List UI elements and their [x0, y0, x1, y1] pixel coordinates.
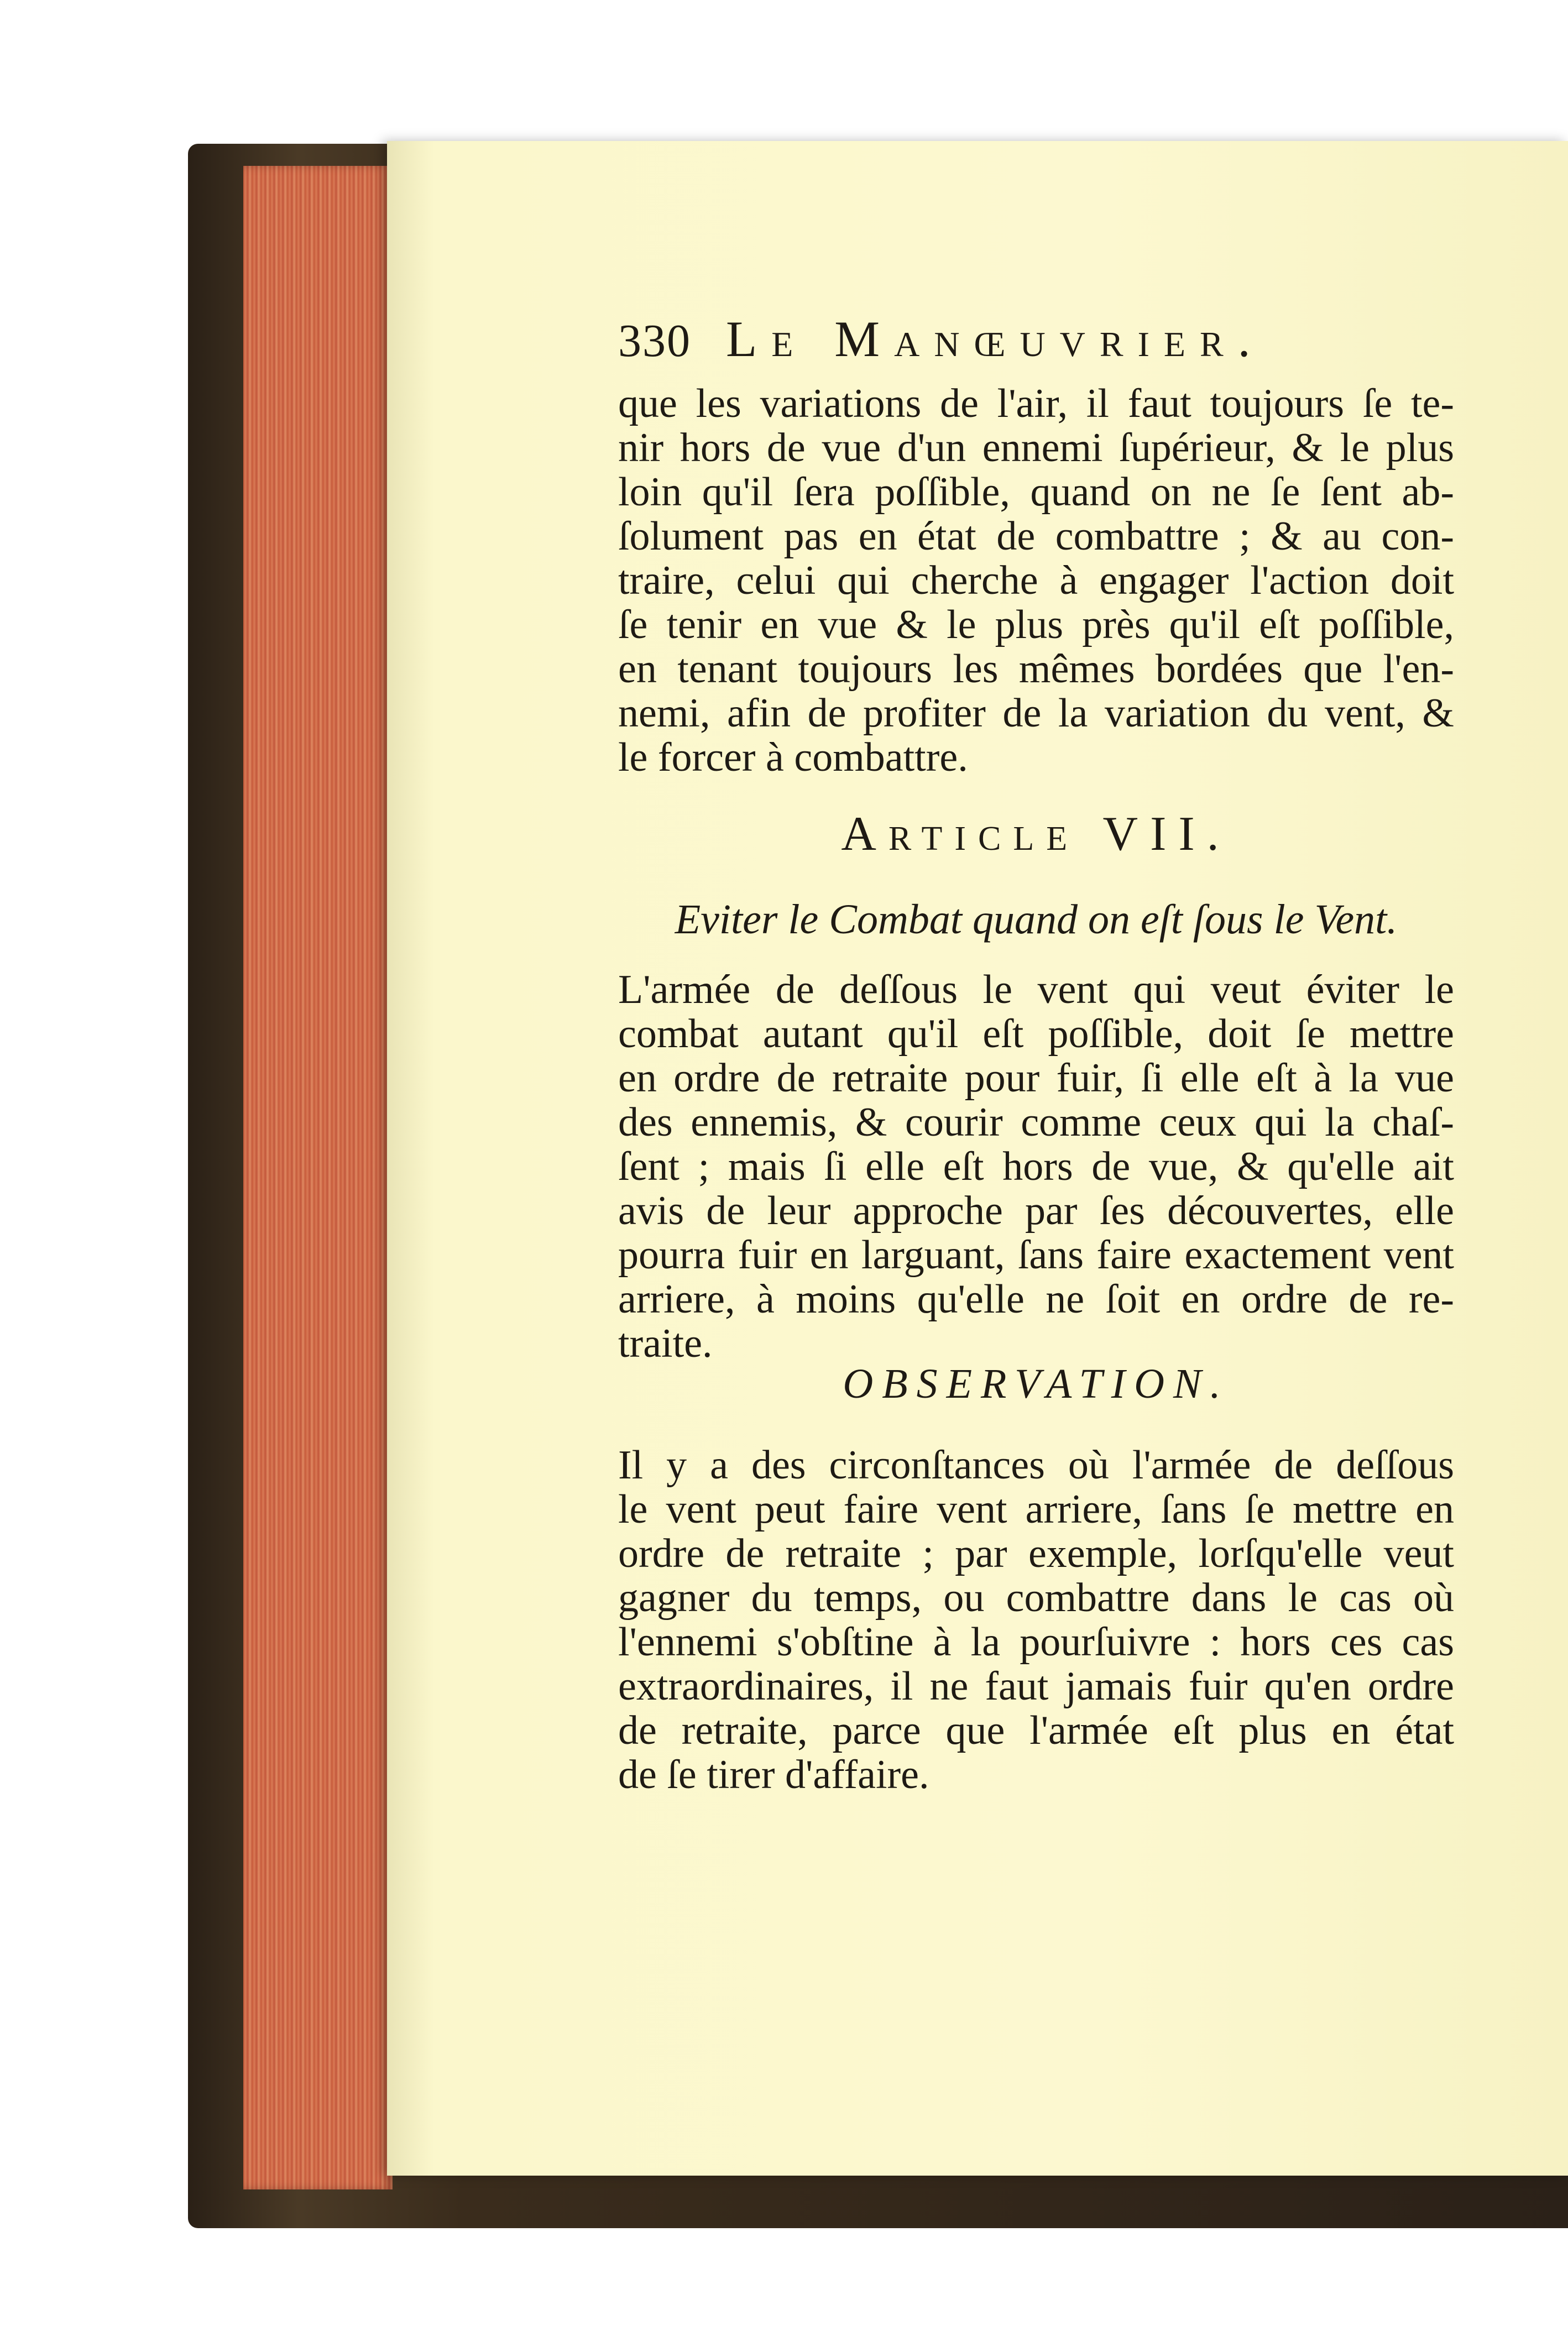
text-line: combat autant qu'il eſt poſſible, doit ſe mettre	[618, 1011, 1454, 1057]
text-line: pourra fuir en larguant, ſans faire exactement vent	[618, 1232, 1454, 1278]
text-line: ſe tenir en vue & le plus près qu'il eſt poſſible,	[618, 602, 1454, 647]
text-line: arriere, à moins qu'elle ne ſoit en ordre de re-	[618, 1277, 1454, 1322]
text-line: loin qu'il ſera poſſible, quand on ne ſe ſent ab-	[618, 469, 1454, 515]
text-line: le forcer à combattre.	[618, 735, 968, 780]
text-line: ſent ; mais ſi elle eſt hors de vue, & qu'elle ait	[618, 1144, 1454, 1189]
section-subtitle: Eviter le Combat quand on eſt ſous le Vent.	[675, 896, 1398, 943]
observation-heading: OBSERVATION.	[843, 1361, 1230, 1407]
text-line: de ſe tirer d'affaire.	[618, 1752, 929, 1797]
text-line: nemi, afin de profiter de la variation du vent, &	[618, 691, 1454, 736]
page-number: 330	[618, 315, 691, 367]
article-heading: Article VII.	[841, 807, 1231, 861]
text-line: en ordre de retraite pour fuir, ſi elle eſt à la vue	[618, 1055, 1454, 1101]
text-line: ordre de retraite ; par exemple, lorſqu'elle veut	[618, 1531, 1454, 1576]
text-line: L'armée de deſſous le vent qui veut éviter le	[618, 967, 1454, 1012]
text-line: l'ennemi s'obſtine à la pourſuivre : hors ces cas	[618, 1619, 1454, 1665]
text-line: extraordinaires, il ne faut jamais fuir qu'en ordre	[618, 1664, 1454, 1709]
text-line: le vent peut faire vent arriere, ſans ſe mettre en	[618, 1487, 1454, 1532]
running-head	[618, 310, 1265, 368]
text-line: gagner du temps, ou combattre dans le cas où	[618, 1575, 1454, 1621]
text-line: traire, celui qui cherche à engager l'action doit	[618, 558, 1454, 603]
text-line: traite.	[618, 1321, 713, 1366]
text-line: des ennemis, & courir comme ceux qui la chaſ-	[618, 1100, 1454, 1145]
page-edges	[243, 166, 393, 2189]
text-line: de retraite, parce que l'armée eſt plus en état	[618, 1708, 1454, 1753]
text-line: en tenant toujours les mêmes bordées que l'en-	[618, 646, 1454, 692]
text-line: que les variations de l'air, il faut toujours ſe te-	[618, 381, 1454, 426]
running-title: Le Manœuvrier.	[726, 311, 1265, 367]
text-line: Il y a des circonſtances où l'armée de deſſous	[618, 1442, 1454, 1488]
text-line: avis de leur approche par ſes découvertes, elle	[618, 1188, 1454, 1234]
text-line: ſolument pas en état de combattre ; & au con-	[618, 514, 1454, 559]
text-line: nir hors de vue d'un ennemi ſupérieur, & le plus	[618, 425, 1454, 471]
